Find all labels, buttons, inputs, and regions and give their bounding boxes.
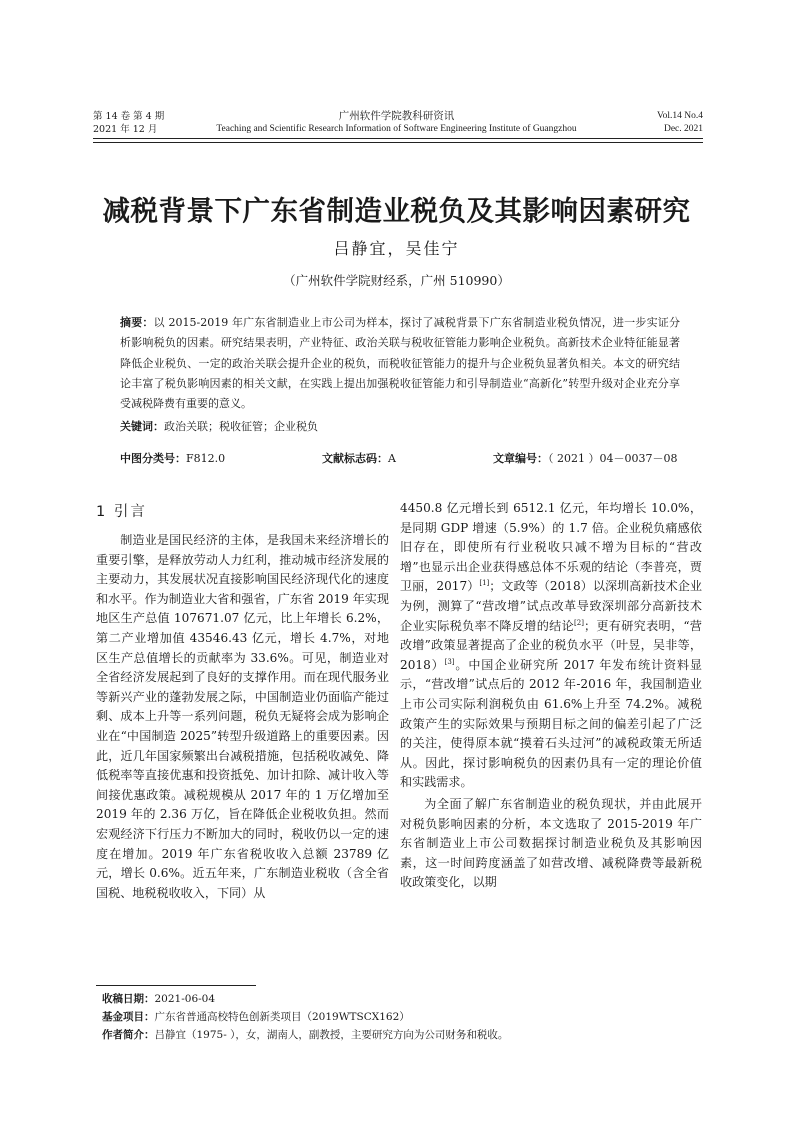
article-authors: 吕静宜，吴佳宁 [333,239,460,258]
citation-ref[interactable]: [3] [444,657,455,666]
abstract-label: 摘要： [120,316,154,329]
document-code [322,450,396,466]
header-rule-thick [93,138,703,139]
body-paragraph: 为全面了解广东省制造业的税负现状，并由此展开对税负影响因素的分析，本文选取了 2015-2019 年广东省制造业上市公司数据探讨制造业税负及其影响因素，这一时间跨度涵盖了如营改增、减税降费等最新税收政策变化，以期 [400,796,702,890]
citation-ref[interactable]: [1] [479,579,490,588]
keywords-label: 关键词： [120,420,164,433]
abstract-text: 以 2015-2019 年广东省制造业上市公司为样本，探讨了减税背景下广东省制造业税负情况，进一步实证分析影响税负的因素。研究结果表明，产业特征、政治关联与税收征管能力影响企业税负。高新技术企业特征能显著降低企业税负、一定的政治关联会提升企业的税负，而税收征管能力的提升与企业税负显著负相关。本文的研究结论丰富了税负影响因素的相关文献，在实践上提出加强税收征管能力和引导制造业“高新化”转型升级对企业充分享受减税降费有重要的意义。 [120,316,680,411]
header-date-en: Dec. 2021 [663,124,703,134]
section-heading: 1 引言 [96,504,147,520]
clc-number [120,450,225,466]
header-rule-thin [93,142,703,143]
header-volume-issue-cn: 第 14 卷 第 4 期 [93,111,165,122]
footnote-received [102,991,215,1006]
footnote-rule [96,985,256,986]
header-volume-issue-en: Vol.14 No.4 [656,111,703,121]
received-label: 收稿日期： [102,993,155,1005]
body-paragraph: 制造业是国民经济的主体，是我国未来经济增长的重要引擎，是释放劳动人力红利，推动城市经济发展的主要动力，其发展状况直接影响国民经济现代化的速度和水平。作为制造业大省和强省，广东省 2019 年实现地区生产总值 107671.07 亿元，比上年增长 6.2%，第二产业增加值 43546.43 亿元，增长 4.7%，对地区生产总值增长的贡献率为 33.6%。可见，制造业对全省经济发展起到了良好的支撑作用。而在现代服务业等新兴产业的蓬勃发展之际，中国制造业仍面临产能过剩、成本上升等一系列问题，税负无疑将会成为影响企业在“中国制造 2025”转型升级道路上的重要因素。因此，近几年国家频繁出台减税措施，包括税收减免、降低税率等直接优惠和投资抵免、加计扣除、减计收入等间接优惠政策。减税规模从 2017 年的 1 万亿增加至 2019 年的 2.36 万亿，旨在降低企业税收负担。然而宏观经济下行压力不断加大的同时，税收仍以一定的速度在增加。2019 年广东省税收收入总额 23789 亿元，增长 0.6%。近五年来，广东制造业税收（含全省国税、地税税收收入，下同）从 [96,533,389,900]
body-text: 4450.8 亿元增长到 6512.1 亿元，年均增长 10.0%，是同期 GDP 增速（5.9%）的 1.7 倍。企业税负痛感依旧存在，即使所有行业税收只减不增为目标的“营改增”也显示出企业获得感总体不乐观的结论（李普亮，贾卫丽，2017） [400,501,702,594]
received-value: 2021-06-04 [154,993,216,1005]
header-journal-cn: 广州软件学院教科研资讯 [338,110,455,122]
clc-value: F812.0 [186,452,226,465]
abstract [120,313,680,414]
article-number [493,450,677,466]
body-text: ；更有研究表明，“营改增”政策显著提高了企业的税负水平（叶昱，吴非等，2018） [400,618,702,672]
author-label: 作者简介： [102,1029,155,1041]
article-title: 减税背景下广东省制造业税负及其影响因素研究 [102,195,691,227]
body-column-right [400,499,702,893]
citation-ref[interactable]: [2] [574,618,584,627]
footnote-author [102,1027,508,1042]
fund-value: 广东省普通高校特色创新类项目（2019WTSCX162） [154,1011,410,1023]
header-date-cn: 2021 年 12 月 [93,124,158,135]
body-column-left [96,531,389,903]
article-number-label: 文章编号： [493,452,548,465]
fund-label: 基金项目： [102,1011,155,1023]
article-affiliation: （广州软件学院财经系，广州 510990） [283,273,510,288]
author-value: 吕静宜（1975- ），女，湖南人，副教授，主要研究方向为公司财务和税收。 [154,1029,509,1041]
header-journal-en: Teaching and Scientific Research Information of Software Engineering Institute of Guangzhou [216,124,577,134]
clc-label: 中图分类号： [120,452,186,465]
article-number-value: （ 2021 ）04－0037－08 [548,452,678,465]
keywords-text: 政治关联；税收征管；企业税负 [164,420,318,433]
footnote-fund [102,1009,410,1024]
body-text: 。中国企业研究所 2017 年发布统计资料显示，“营改增”试点后的 2012 年-2016 年，我国制造业上市公司实际利润税负由 61.6%上升至 74.2%。减税政策产生的实际效果与预期目标之间的偏差引起了广泛的关注，使得原本就“摸着石头过河”的减税政策无所适从。因此，探讨影响税负的因素仍具有一定的理论价值和实践需求。 [400,657,703,790]
doc-code-label: 文献标志码： [322,452,388,465]
body-text: ；文政等（2018）以深圳高新技术企业为例，测算了“营改增”试点改革导致深圳部分高新技术企业实际税负率不降反增的结论 [400,579,703,633]
doc-code-value: A [388,452,396,465]
keywords [120,418,680,436]
body-paragraph [400,499,702,793]
